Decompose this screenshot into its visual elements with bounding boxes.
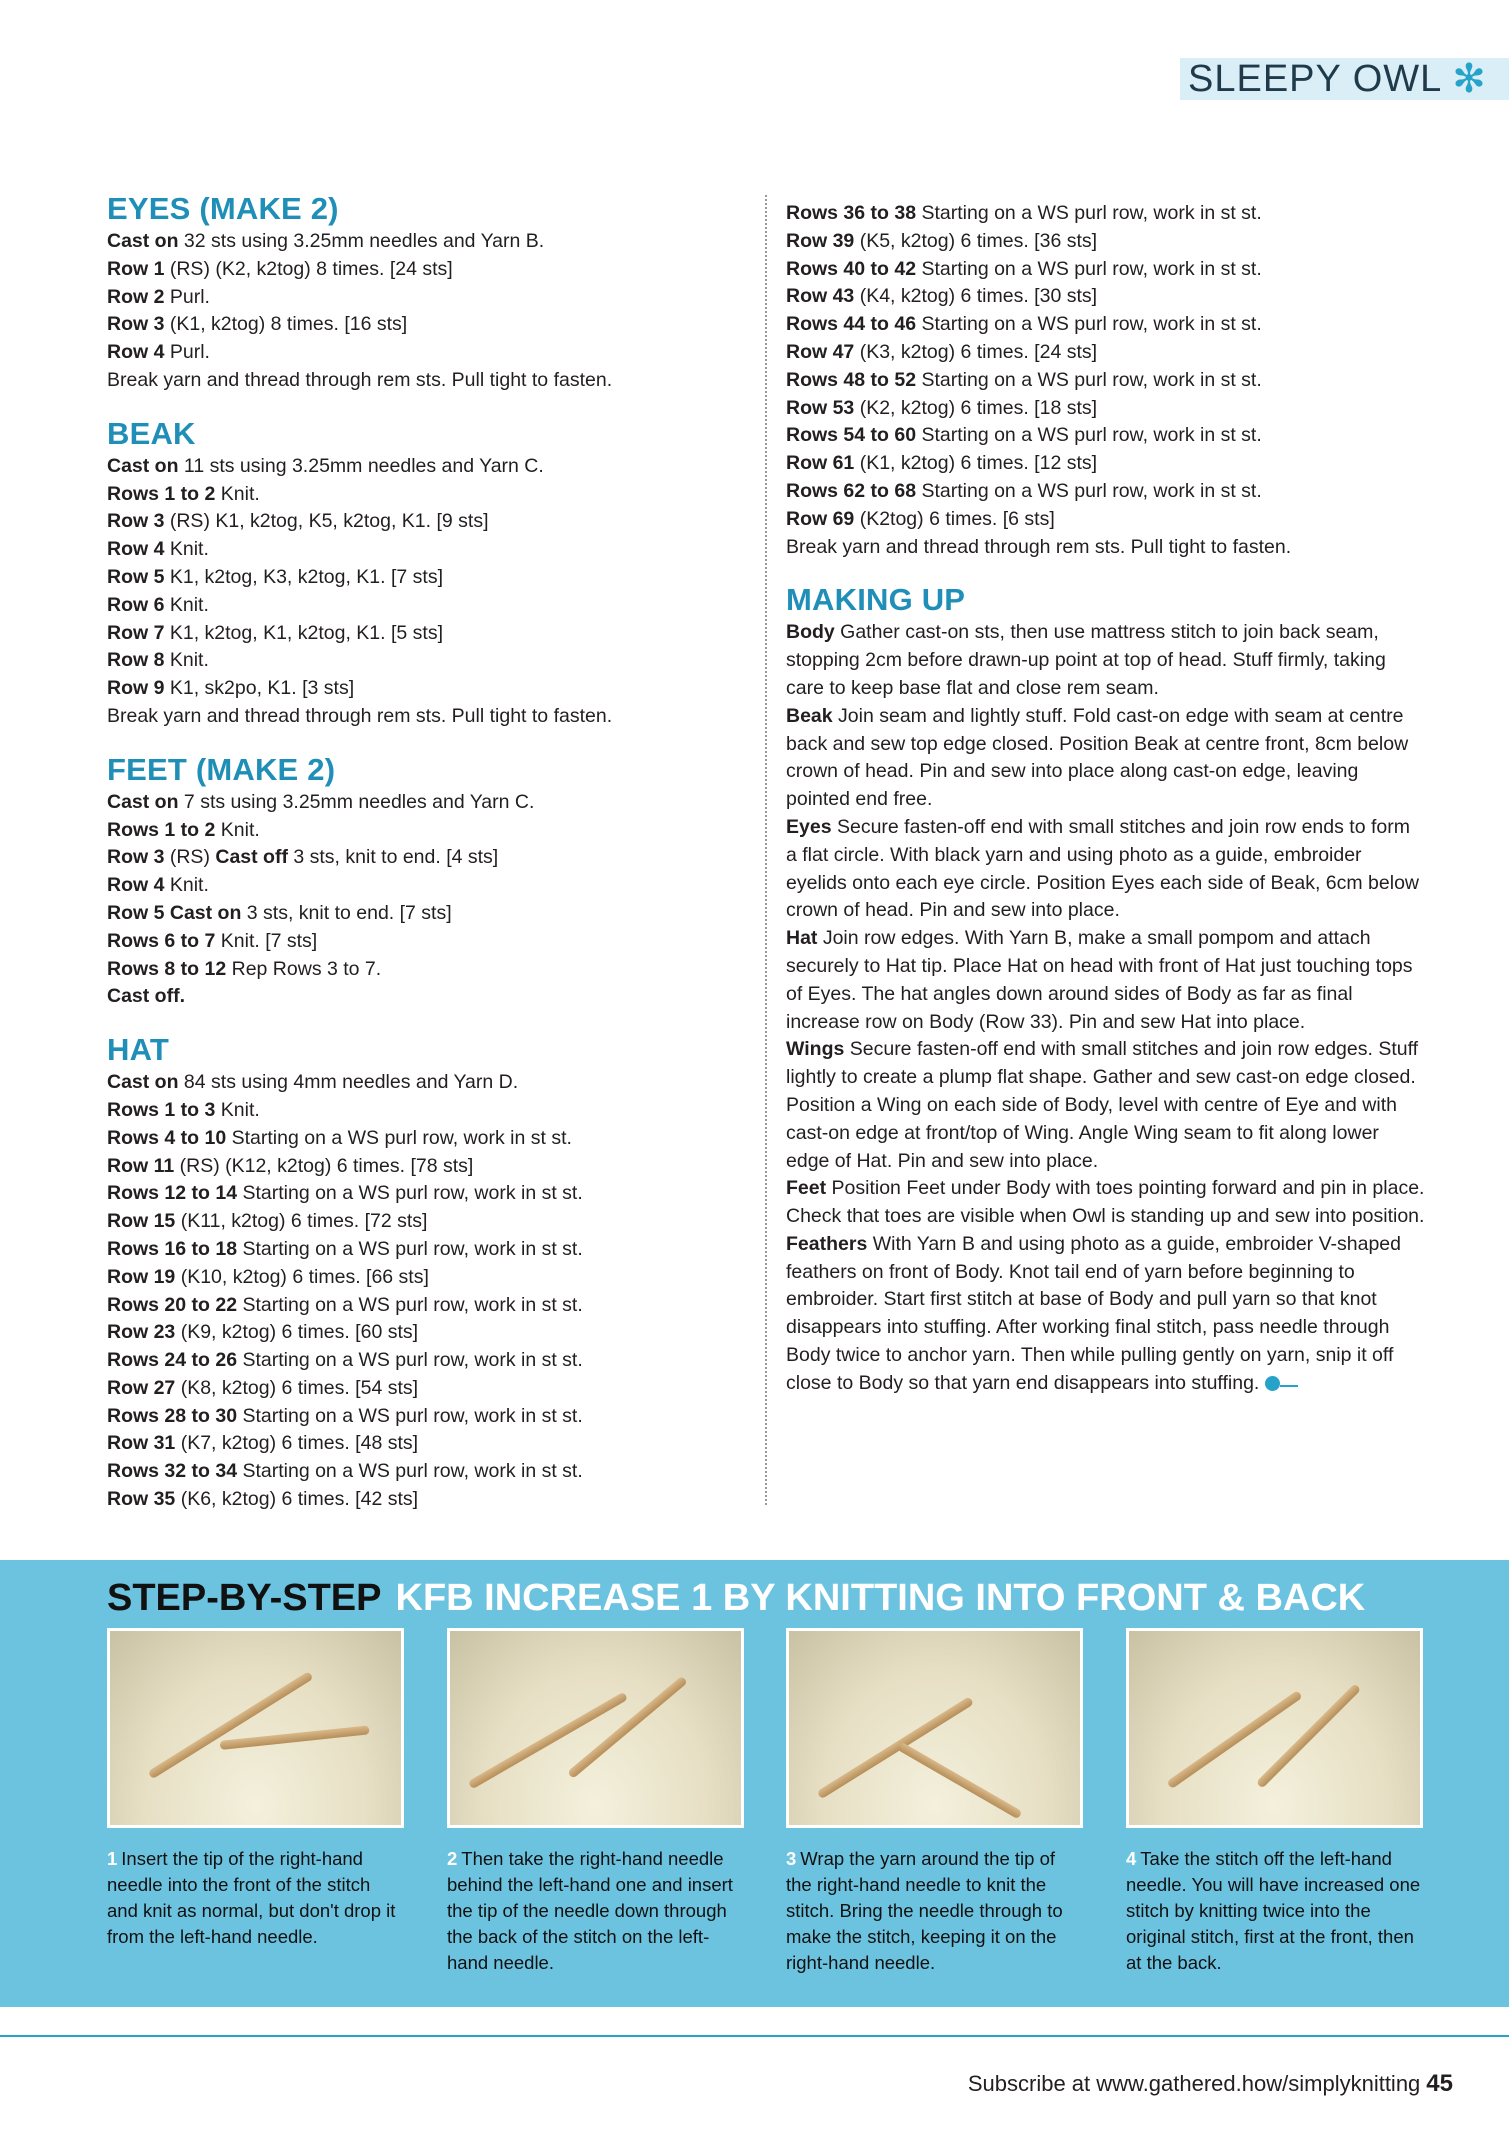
instruction-line: Cast on 84 sts using 4mm needles and Yarn D. — [107, 1071, 519, 1094]
step-2 — [447, 1628, 744, 1976]
instruction-line: Row 27 (K8, k2tog) 6 times. [54 sts] — [107, 1376, 419, 1399]
step-caption: 1 Insert the tip of the right-hand needle into the front of the stitch and knit as normal, but don't drop it from the left-hand needle. — [107, 1848, 396, 1947]
instruction-line: Row 69 (K2tog) 6 times. [6 sts] — [786, 507, 1055, 530]
footer — [968, 2070, 1453, 2098]
instruction-line: Rows 54 to 60 Starting on a WS purl row, work in st st. — [786, 424, 1262, 447]
instruction-line: Row 2 Purl. — [107, 285, 210, 308]
instruction-line: Rows 36 to 38 Starting on a WS purl row, work in st st. — [786, 202, 1262, 224]
hat-continued — [786, 200, 1426, 561]
instruction-line: Row 61 (K1, k2tog) 6 times. [12 sts] — [786, 452, 1098, 475]
right-column — [786, 200, 1426, 1418]
making-up-paragraph: Wings Secure fasten-off end with small stitches and join row edges. Stuff lightly to create a plump flat shape. Gather and sew cast-on edge closed. Position a Wing on each side of Body, level with centre of Eye and with cast-on edge at front/top of Wing. Angle Wing seam to fit along lower edge of Hat. Pin and sew into place. — [786, 1038, 1419, 1172]
step-photo — [447, 1628, 744, 1828]
instruction-line: Cast on 7 sts using 3.25mm needles and Yarn C. — [107, 790, 535, 813]
instruction-line: Row 11 (RS) (K12, k2tog) 6 times. [78 sts] — [107, 1154, 474, 1177]
step-caption: 3 Wrap the yarn around the tip of the right-hand needle to knit the stitch. Bring the needle through to make the stitch, keeping it on the right-hand needle. — [786, 1848, 1063, 1973]
instruction-line: Row 47 (K3, k2tog) 6 times. [24 sts] — [786, 340, 1098, 363]
instruction-line: Break yarn and thread through rem sts. Pull tight to fasten. — [107, 368, 613, 391]
step-by-step-title: KFB INCREASE 1 BY KNITTING INTO FRONT & BACK — [395, 1577, 1366, 1619]
making-up-paragraph: Body Gather cast-on sts, then use mattress stitch to join back seam, stopping 2cm before drawn-up point at top of head. Stuff firmly, taking care to keep base flat and close rem seam. — [786, 621, 1386, 699]
asterisk-flower-icon: ✻ — [1452, 57, 1486, 101]
step-caption: 4 Take the stitch off the left-hand needle. You will have increased one stitch by knitting twice into the original stitch, first at the front, then at the back. — [1126, 1848, 1421, 1973]
instruction-line: Row 8 Knit. — [107, 649, 209, 672]
instruction-line: Row 6 Knit. — [107, 593, 209, 616]
instruction-line: Break yarn and thread through rem sts. Pull tight to fasten. — [107, 704, 613, 727]
instruction-line: Cast off. — [107, 985, 185, 1008]
instruction-line: Rows 62 to 68 Starting on a WS purl row, work in st st. — [786, 479, 1262, 502]
pattern-section — [107, 415, 737, 731]
step-1 — [107, 1628, 404, 1950]
section-heading: HAT — [107, 1032, 170, 1068]
instruction-line: Row 4 Knit. — [107, 874, 209, 897]
instruction-line: Row 43 (K4, k2tog) 6 times. [30 sts] — [786, 285, 1098, 308]
instruction-line: Row 15 (K11, k2tog) 6 times. [72 sts] — [107, 1210, 428, 1233]
step-caption: 2 Then take the right-hand needle behind the left-hand one and insert the tip of the needle down through the back of the stitch on the left-hand needle. — [447, 1848, 733, 1973]
instruction-line: Row 5 Cast on 3 sts, knit to end. [7 sts] — [107, 901, 452, 924]
instruction-line: Row 23 (K9, k2tog) 6 times. [60 sts] — [107, 1321, 419, 1344]
section-heading: BEAK — [107, 415, 196, 451]
step-photo — [1126, 1628, 1423, 1828]
instruction-line: Rows 1 to 2 Knit. — [107, 482, 260, 505]
instruction-line: Rows 8 to 12 Rep Rows 3 to 7. — [107, 957, 382, 980]
step-by-step-label: STEP-BY-STEP — [107, 1577, 382, 1619]
section-tab — [1180, 58, 1509, 100]
instruction-line: Row 53 (K2, k2tog) 6 times. [18 sts] — [786, 396, 1098, 419]
instruction-line: Cast on 11 sts using 3.25mm needles and Yarn C. — [107, 454, 544, 477]
making-up-paragraph: Eyes Secure fasten-off end with small stitches and join row ends to form a flat circle. With black yarn and using photo as a guide, embroider eyelids onto each eye circle. Position Eyes each side of Beak, 6cm below crown of head. Pin and sew into place. — [786, 815, 1420, 922]
making-up-section — [786, 581, 1426, 1397]
instruction-line: Row 19 (K10, k2tog) 6 times. [66 sts] — [107, 1265, 429, 1288]
instruction-line: Row 4 Knit. — [107, 538, 209, 561]
instruction-line: Row 5 K1, k2tog, K3, k2tog, K1. [7 sts] — [107, 565, 444, 588]
instruction-line: Rows 6 to 7 Knit. [7 sts] — [107, 929, 318, 952]
subscribe-link[interactable]: Subscribe at www.gathered.how/simplyknitting — [967, 2071, 1421, 2096]
footer-rule — [0, 2035, 1509, 2037]
instruction-line: Row 3 (K1, k2tog) 8 times. [16 sts] — [107, 313, 408, 336]
pattern-section — [107, 751, 737, 1011]
instruction-line: Rows 12 to 14 Starting on a WS purl row, work in st st. — [107, 1182, 583, 1205]
left-column — [107, 190, 737, 1534]
yarn-tail-icon — [1280, 1385, 1298, 1387]
instruction-line: Rows 28 to 30 Starting on a WS purl row, work in st st. — [107, 1404, 583, 1427]
making-up-heading: MAKING UP — [786, 582, 966, 618]
instruction-line: Row 4 Purl. — [107, 341, 210, 364]
instruction-line: Rows 24 to 26 Starting on a WS purl row, work in st st. — [107, 1349, 583, 1372]
step-3 — [786, 1628, 1083, 1976]
instruction-line: Rows 40 to 42 Starting on a WS purl row, work in st st. — [786, 257, 1262, 280]
instruction-line: Rows 20 to 22 Starting on a WS purl row, work in st st. — [107, 1293, 583, 1316]
instruction-line: Row 9 K1, sk2po, K1. [3 sts] — [107, 677, 355, 700]
instruction-line: Break yarn and thread through rem sts. Pull tight to fasten. — [786, 535, 1292, 558]
step-4 — [1126, 1628, 1423, 1976]
instruction-line: Rows 4 to 10 Starting on a WS purl row, work in st st. — [107, 1126, 572, 1149]
section-heading: FEET (MAKE 2) — [107, 751, 336, 787]
instruction-line: Rows 32 to 34 Starting on a WS purl row, work in st st. — [107, 1460, 583, 1483]
pattern-section — [107, 1031, 737, 1514]
instruction-line: Row 7 K1, k2tog, K1, k2tog, K1. [5 sts] — [107, 621, 444, 644]
page-section-title: SLEEPY OWL — [1188, 57, 1443, 100]
column-divider — [765, 195, 767, 1505]
instruction-line: Rows 44 to 46 Starting on a WS purl row, work in st st. — [786, 313, 1262, 336]
step-photo — [107, 1628, 404, 1828]
instruction-line: Row 1 (RS) (K2, k2tog) 8 times. [24 sts] — [107, 257, 453, 280]
instruction-line: Cast on 32 sts using 3.25mm needles and Yarn B. — [107, 230, 545, 252]
instruction-line: Rows 1 to 2 Knit. — [107, 818, 260, 841]
instruction-line: Row 3 (RS) K1, k2tog, K5, k2tog, K1. [9 sts] — [107, 510, 489, 533]
instruction-line: Row 31 (K7, k2tog) 6 times. [48 sts] — [107, 1432, 419, 1455]
step-by-step-heading — [107, 1577, 1365, 1620]
step-photo — [786, 1628, 1083, 1828]
instruction-line: Rows 16 to 18 Starting on a WS purl row, work in st st. — [107, 1237, 583, 1260]
section-heading: EYES (MAKE 2) — [107, 191, 339, 226]
making-up-paragraph: Feet Position Feet under Body with toes pointing forward and pin in place. Check that toes are visible when Owl is standing up and sew into position. — [786, 1177, 1425, 1228]
instruction-line: Rows 48 to 52 Starting on a WS purl row, work in st st. — [786, 368, 1262, 391]
making-up-paragraph: Feathers With Yarn B and using photo as a guide, embroider V-shaped feathers on front of Body. Knot tail end of yarn before beginning to embroider. Start first stitch at base of Body and pull yarn so that knot disappears into stuffing. After working final stitch, pass needle through Body twice to anchor yarn. Then while pulling gently on yarn, snip it off close to Body so that yarn end disappears into stuffing. — [786, 1232, 1401, 1394]
pattern-section — [107, 190, 737, 395]
making-up-paragraph: Beak Join seam and lightly stuff. Fold cast-on edge with seam at centre back and sew top edge closed. Position Beak at centre front, 8cm below crown of head. Pin and sew into place along cast-on edge, leaving pointed end free. — [786, 704, 1409, 811]
instruction-line: Row 3 (RS) Cast off 3 sts, knit to end. [4 sts] — [107, 846, 499, 869]
instruction-line: Row 39 (K5, k2tog) 6 times. [36 sts] — [786, 229, 1098, 252]
page-number: 45 — [1426, 2070, 1453, 2097]
instruction-line: Row 35 (K6, k2tog) 6 times. [42 sts] — [107, 1488, 419, 1511]
instruction-line: Rows 1 to 3 Knit. — [107, 1098, 260, 1121]
yarn-ball-icon — [1265, 1376, 1280, 1391]
making-up-paragraph: Hat Join row edges. With Yarn B, make a small pompom and attach securely to Hat tip. Place Hat on head with front of Hat just touching tops of Eyes. The hat angles down around sides of Body as far as final increase row on Body (Row 33). Pin and sew Hat into place. — [786, 927, 1413, 1033]
